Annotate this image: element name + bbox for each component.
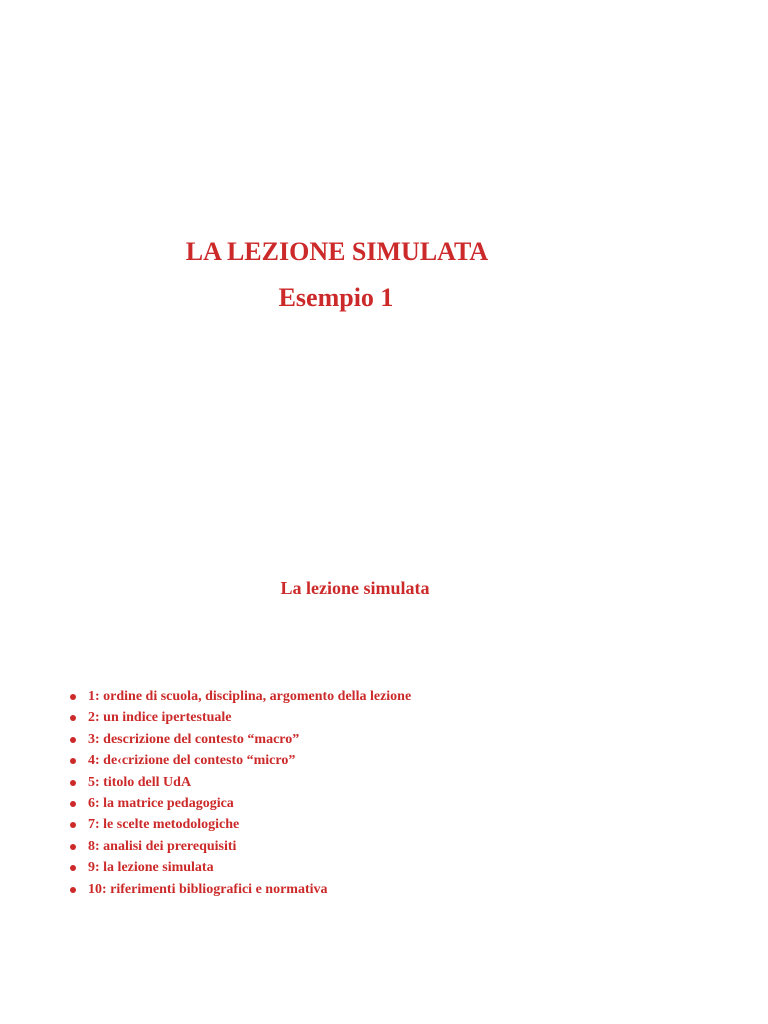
list-item-text: 1: ordine di scuola, disciplina, argomento della lezione xyxy=(88,689,412,704)
list-item-text: 5: titolo dell UdA xyxy=(88,774,192,790)
list-item-text: 3: descrizione del contesto “macro” xyxy=(88,731,300,747)
bullet-icon xyxy=(70,694,76,700)
list-item xyxy=(68,793,411,814)
list-item xyxy=(68,750,411,771)
list-item xyxy=(68,857,411,878)
bullet-icon xyxy=(70,822,76,828)
section-heading: La lezione simulata xyxy=(280,578,430,598)
toc-list xyxy=(68,686,411,900)
list-item xyxy=(68,836,411,857)
bullet-icon xyxy=(70,801,76,807)
list-item-text: 6: la matrice pedagogica xyxy=(88,796,234,812)
list-item xyxy=(68,686,411,707)
list-item-text: 9: la lezione simulata xyxy=(88,860,214,876)
list-item xyxy=(68,707,411,728)
list-item-text: 2: un indice ipertestuale xyxy=(88,710,232,726)
bullet-icon xyxy=(70,844,76,850)
bullet-icon xyxy=(70,887,76,893)
list-item xyxy=(68,814,411,835)
bullet-icon xyxy=(70,737,76,743)
list-item-text: 4: de‹crizione del contesto “micro” xyxy=(88,753,296,769)
list-item xyxy=(68,772,411,793)
page-title: LA LEZIONE SIMULATA xyxy=(185,237,489,266)
list-item xyxy=(68,729,411,750)
page-subtitle: Esempio 1 xyxy=(278,283,394,312)
bullet-icon xyxy=(70,780,76,786)
bullet-icon xyxy=(70,758,76,764)
list-item-text: 10: riferimenti bibliografici e normativa xyxy=(88,881,328,897)
list-item xyxy=(68,879,411,900)
bullet-icon xyxy=(70,865,76,871)
list-item-text: 8: analisi dei prerequisiti xyxy=(88,838,237,854)
bullet-icon xyxy=(70,715,76,721)
list-item-text: 7: le scelte metodologiche xyxy=(88,817,240,833)
